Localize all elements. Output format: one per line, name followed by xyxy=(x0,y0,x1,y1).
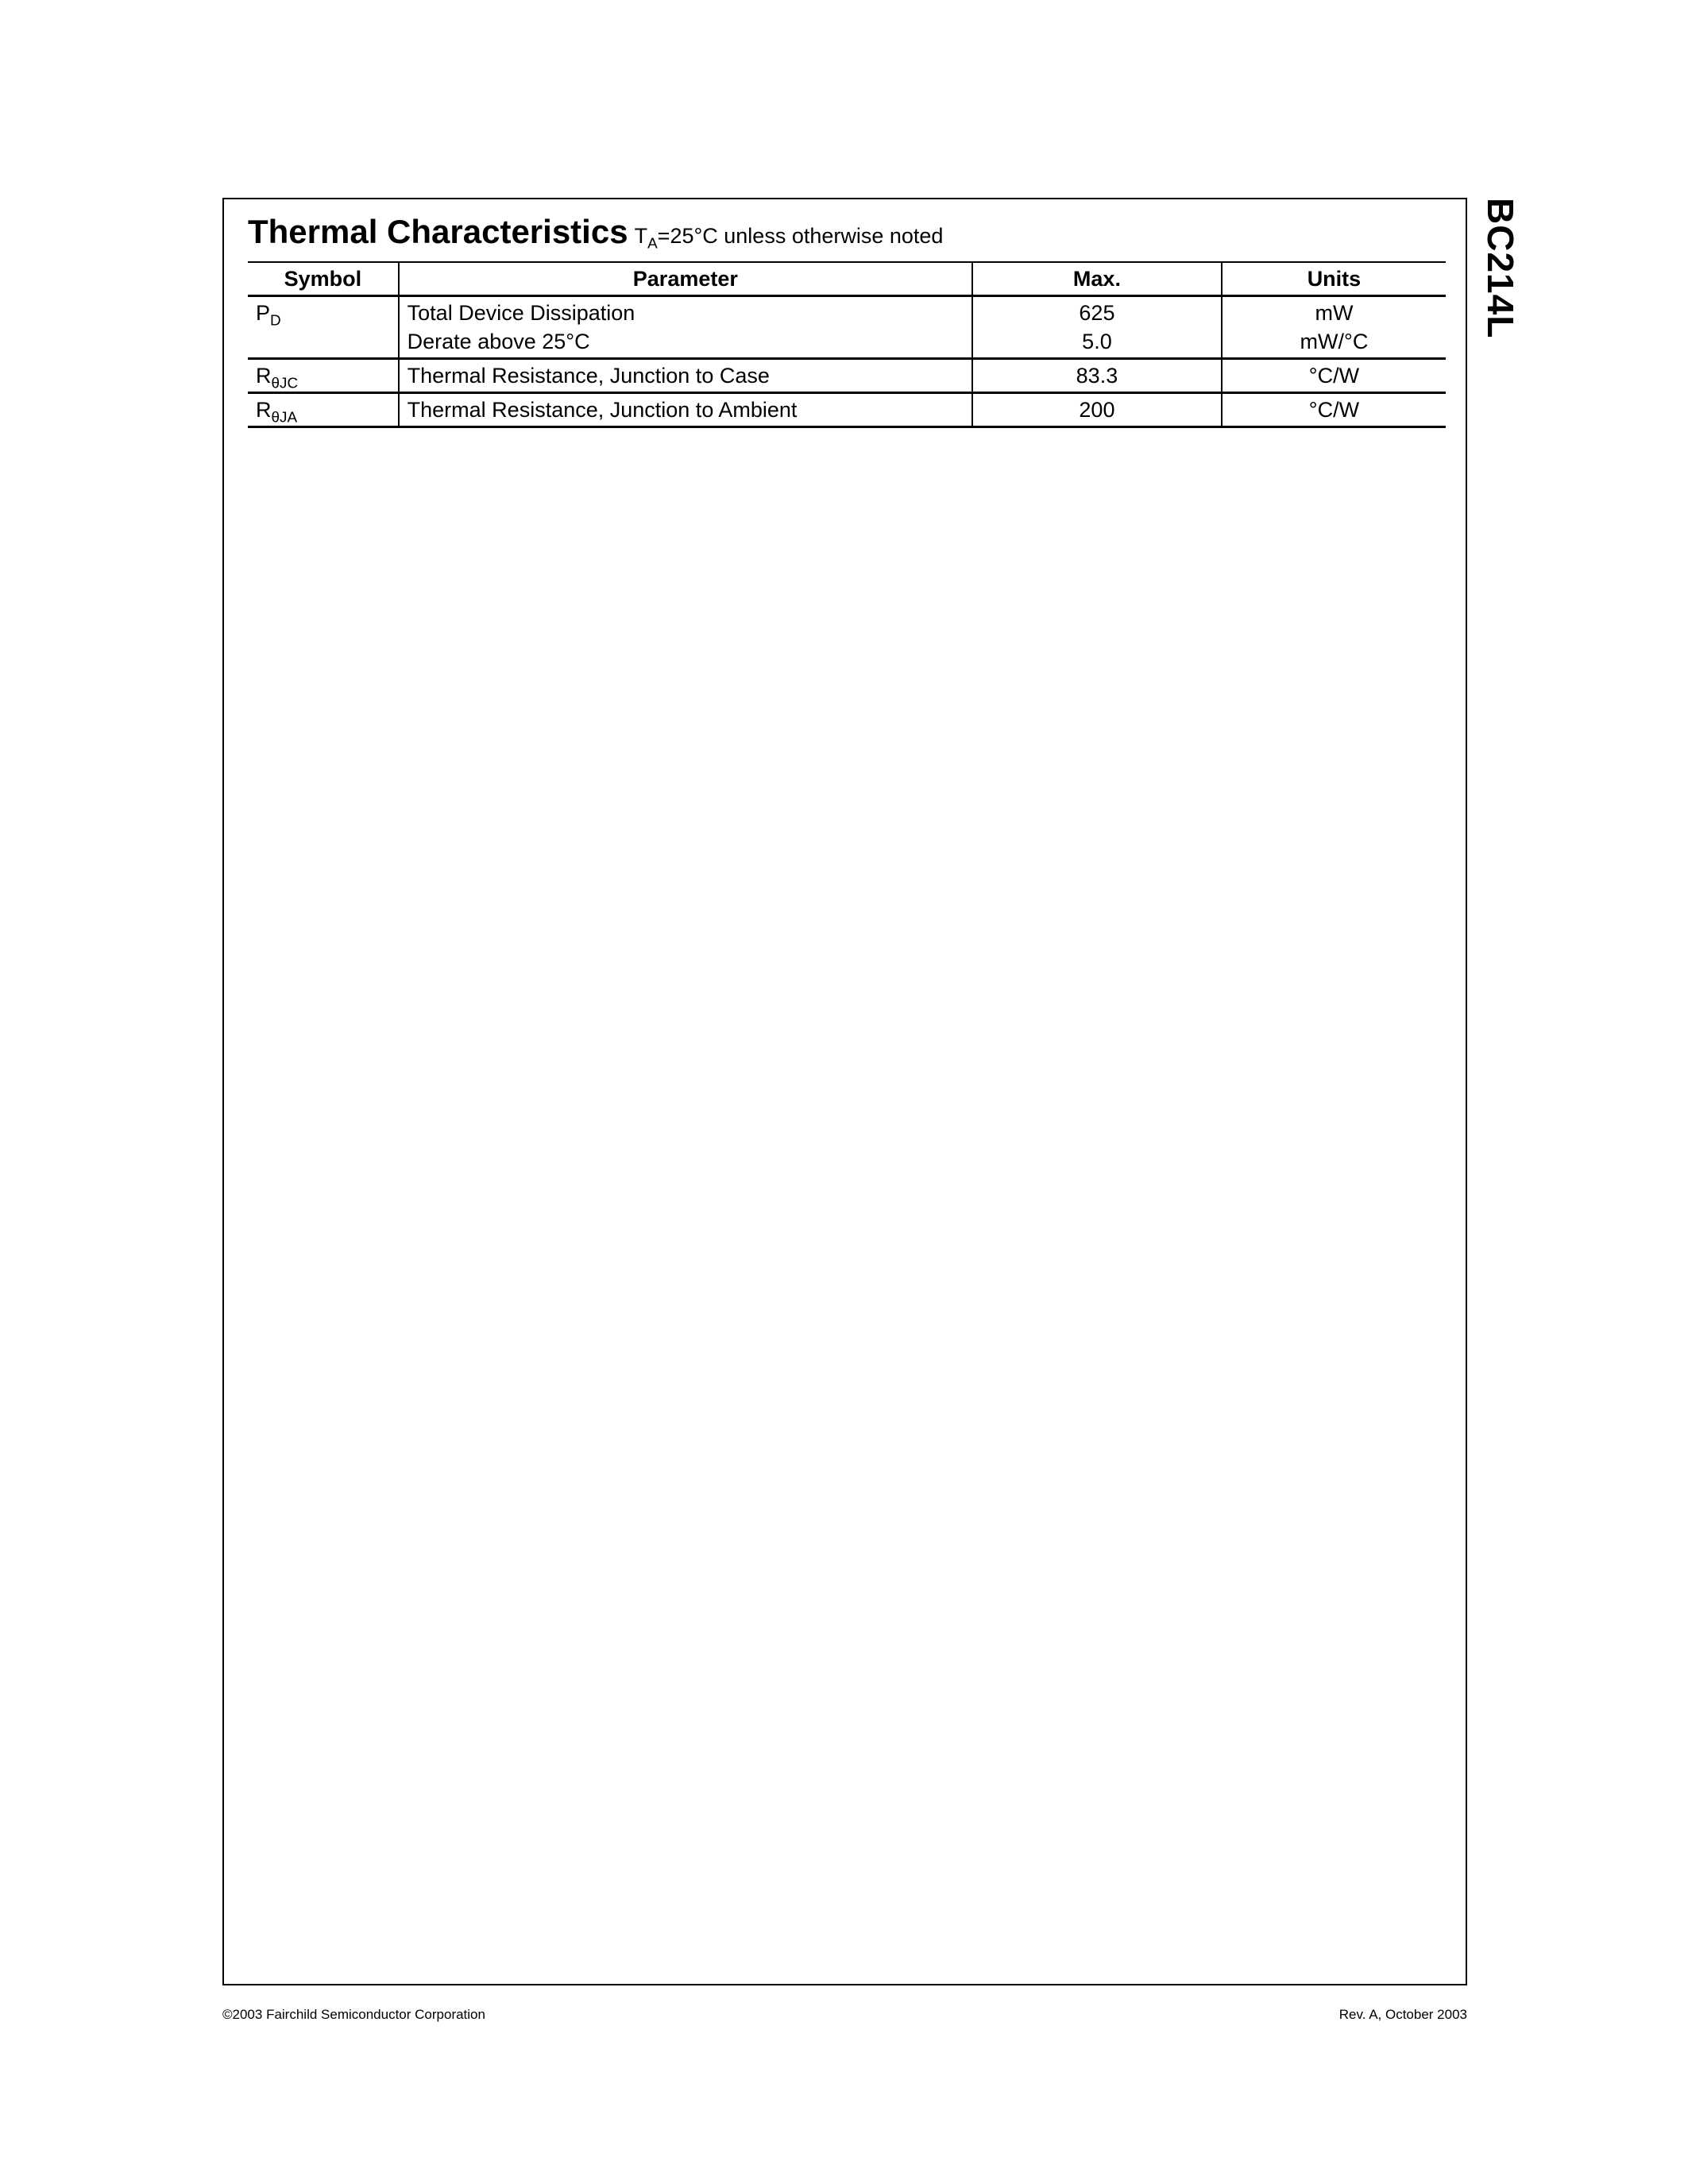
table-row xyxy=(248,296,1446,359)
section-title: Thermal Characteristics xyxy=(248,213,628,250)
side-part-number: BC214L xyxy=(1480,198,1521,339)
thermal-characteristics-table xyxy=(248,261,1446,428)
max-cell: 625 5.0 xyxy=(972,296,1222,359)
units-cell: °C/W xyxy=(1222,359,1446,393)
header-max: Max. xyxy=(972,262,1222,296)
max-cell: 83.3 xyxy=(972,359,1222,393)
table-row xyxy=(248,359,1446,393)
header-symbol: Symbol xyxy=(248,262,399,296)
symbol-cell: $R_{\theta JA}$ xyxy=(248,393,399,427)
parameter-cell: Thermal Resistance, Junction to Case xyxy=(399,359,972,393)
symbol-cell: $R_{\theta JC}$ xyxy=(248,359,399,393)
table-row xyxy=(248,393,1446,427)
units-cell: °C/W xyxy=(1222,393,1446,427)
section-heading xyxy=(248,213,943,251)
header-parameter: Parameter xyxy=(399,262,972,296)
footer-revision: Rev. A, October 2003 xyxy=(1338,2007,1467,2022)
page-frame xyxy=(222,198,1467,1985)
parameter-cell: Thermal Resistance, Junction to Ambient xyxy=(399,393,972,427)
parameter-cell: Total Device Dissipation Derate above 25°C xyxy=(399,296,972,359)
footer-copyright: ©2003 Fairchild Semiconductor Corporation xyxy=(222,2007,485,2022)
section-condition: $T_A=25^\circ C$ unless otherwise noted xyxy=(634,224,944,253)
max-cell: 200 xyxy=(972,393,1222,427)
table-header-row xyxy=(248,262,1446,296)
units-cell: mW mW/°C xyxy=(1222,296,1446,359)
symbol-cell: $P_D$ xyxy=(248,296,399,359)
header-units: Units xyxy=(1222,262,1446,296)
